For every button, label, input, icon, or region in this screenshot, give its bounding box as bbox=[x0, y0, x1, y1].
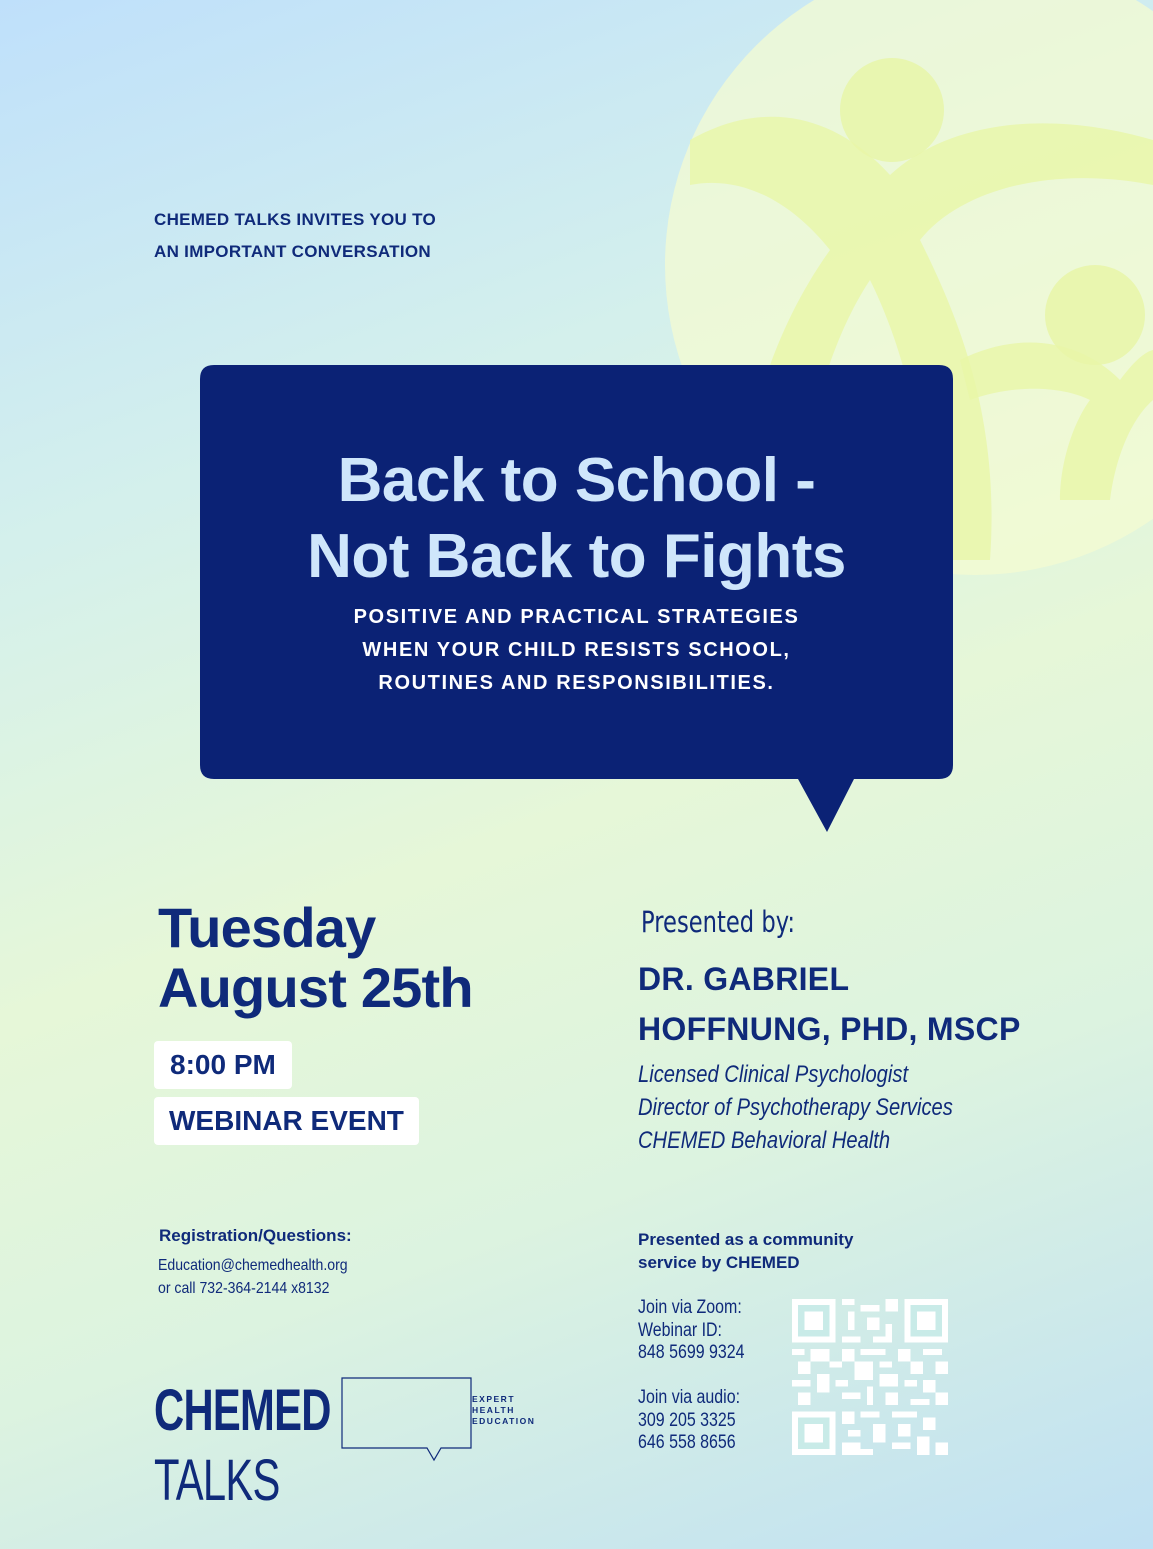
logo-tag-line-3: EDUCATION bbox=[472, 1416, 536, 1426]
event-subtitle-line-1: POSITIVE AND PRACTICAL STRATEGIES bbox=[353, 606, 800, 628]
logo-tagline bbox=[472, 1394, 535, 1427]
invite-line-1: CHEMED TALKS INVITES YOU TO bbox=[154, 210, 437, 229]
community-line-1: Presented as a community bbox=[638, 1230, 854, 1249]
event-subtitle-line-3: ROUTINES AND RESPONSIBILITIES. bbox=[378, 672, 775, 694]
audio-info bbox=[638, 1387, 740, 1455]
event-type-badge: WEBINAR EVENT bbox=[154, 1097, 419, 1145]
event-title-line-2: Not Back to Fights bbox=[307, 522, 846, 591]
presenter-roles bbox=[638, 1058, 953, 1157]
presented-by-label: Presented by: bbox=[641, 905, 796, 939]
event-date-text: August 25th bbox=[158, 956, 473, 1019]
zoom-info bbox=[638, 1297, 745, 1365]
presenter-role: Director of Psychotherapy Services bbox=[638, 1094, 953, 1121]
registration-heading: Registration/Questions: bbox=[159, 1226, 352, 1245]
event-date bbox=[158, 898, 473, 1018]
invite-text bbox=[154, 204, 436, 268]
logo-tag-line-1: EXPERT bbox=[472, 1394, 516, 1404]
headline-block bbox=[200, 365, 953, 779]
zoom-line-1: Join via Zoom: bbox=[638, 1297, 742, 1318]
event-title bbox=[200, 443, 953, 595]
chemed-talks-logo bbox=[154, 1376, 536, 1513]
logo-brand: CHEMED bbox=[154, 1378, 331, 1443]
zoom-line-2: Webinar ID: bbox=[638, 1319, 722, 1341]
registration-email-link[interactable]: Education@chemedhealth.org bbox=[158, 1257, 348, 1274]
audio-line-1: Join via audio: bbox=[638, 1387, 741, 1408]
presenter-name-line-1: DR. GABRIEL bbox=[638, 961, 850, 997]
event-time-badge: 8:00 PM bbox=[154, 1041, 292, 1089]
community-service-note bbox=[638, 1228, 853, 1274]
logo-product: TALKS bbox=[154, 1448, 280, 1513]
presenter-name-line-2: HOFFNUNG, PHD, MSCP bbox=[638, 1011, 1021, 1047]
event-title-line-1: Back to School - bbox=[337, 446, 816, 515]
presenter-name bbox=[638, 954, 1021, 1054]
invite-line-2: AN IMPORTANT CONVERSATION bbox=[154, 242, 431, 261]
audio-phone-1: 309 205 3325 bbox=[638, 1409, 736, 1431]
event-subtitle-line-2: WHEN YOUR CHILD RESISTS SCHOOL, bbox=[362, 639, 791, 661]
event-day: Tuesday bbox=[158, 896, 376, 959]
logo-wordmark bbox=[154, 1376, 428, 1516]
presenter-role: Licensed Clinical Psychologist bbox=[638, 1061, 909, 1088]
community-line-2: service by CHEMED bbox=[638, 1253, 800, 1272]
event-subtitle bbox=[200, 601, 953, 700]
qr-code-icon[interactable] bbox=[792, 1299, 948, 1455]
audio-phone-2: 646 558 8656 bbox=[638, 1432, 736, 1453]
zoom-webinar-id: 848 5699 9324 bbox=[638, 1342, 745, 1363]
presenter-role: CHEMED Behavioral Health bbox=[638, 1127, 891, 1154]
registration-phone: or call 732-364-2144 x8132 bbox=[158, 1280, 330, 1297]
logo-tag-line-2: HEALTH bbox=[472, 1405, 515, 1415]
